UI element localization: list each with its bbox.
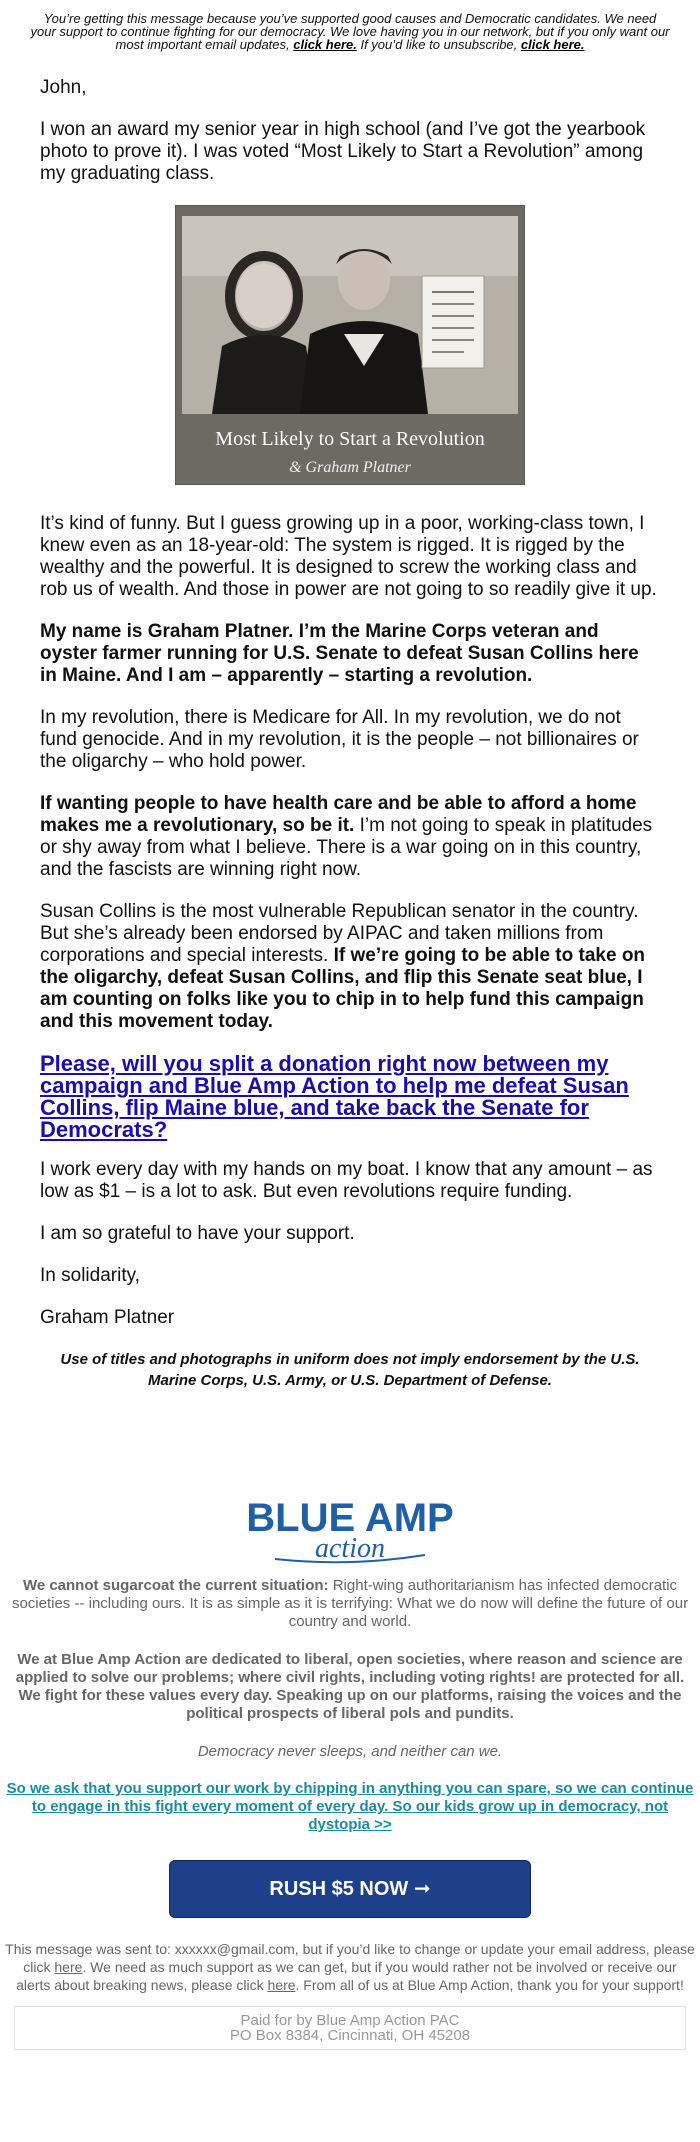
donation-cta-link[interactable]: Please, will you split a donation right now between my campaign and Blue Amp Action to help me defeat Susan Collins, flip Maine blue, and take back the Senate for Democrats? <box>40 1051 629 1142</box>
email-notice-a: This message was sent to: xxxxxx@gmail.com, but if you’d like to change or update your email address, please click <box>5 1941 695 1975</box>
paragraph-rigged: It’s kind of funny. But I guess growing up in a poor, working-class town, I knew even as an 18-year-old: The system is rigged. It is rigged by the wealthy and the powerful. It is designed to screw the working class and rob us of wealth. And those in power are not going to so readily give it up. <box>40 513 657 600</box>
footer-support-link[interactable]: So we ask that you support our work by chipping in anything you can spare, so we can continue to engage in this fight every moment of every day. So our kids grow up in democracy, not dystopia >> <box>6 1780 694 1833</box>
photo-illustration-icon <box>182 216 518 414</box>
rush-donate-button[interactable]: RUSH $5 NOW ➞ <box>169 1860 531 1918</box>
email-notice-b: . We need as much support as we can get, but if you would rather not be involved or receive our alerts about breaking news, please click <box>16 1959 677 1993</box>
logo-bottom-text: action <box>315 1533 385 1564</box>
paid-for-line: Paid for by Blue Amp Action PAC <box>240 2012 460 2029</box>
paid-for-box <box>14 2006 686 2050</box>
photo-caption-title: Most Likely to Start a Revolution <box>215 428 485 450</box>
situation-bold: We cannot sugarcoat the current situation: <box>22 1577 329 1594</box>
paragraph-revolution: In my revolution, there is Medicare for All. In my revolution, we do not fund genocide. And in my revolution, it is the people – not billionaires or the oligarchy – who hold power. <box>40 707 639 772</box>
top-notice-text: You’re getting this message because you’ve supported good causes and Democratic candidates. We need your support to continue fighting for our democracy. We love having you in our network, but if you only want our most important email updates, <box>30 11 670 52</box>
footer-situation <box>5 1577 695 1631</box>
email-preferences-link[interactable]: click here. <box>293 37 357 52</box>
blue-amp-logo-icon <box>235 1495 465 1565</box>
situation-rest: Right-wing authoritarianism has infected democratic societies -- including ours. It is as simple as it is terrifying: What we do now will define the future of our country and world. <box>11 1577 689 1630</box>
paid-address-line: PO Box 8384, Cincinnati, OH 45208 <box>229 2027 471 2044</box>
collins-normal: Susan Collins is the most vulnerable Republican senator in the country. But she’s already been endorsed by AIPAC and taken millions from corporations and special interests. <box>40 901 639 966</box>
footer-mission: We at Blue Amp Action are dedicated to liberal, open societies, where reason and science are applied to solve our problems; where civil rights, including voting rights! are protected for all. We fight for these values every day. Speaking up on our platforms, raising the voices and the political prospects of liberal pols and pundits. <box>15 1651 685 1722</box>
paragraph-grateful: I am so grateful to have your support. <box>40 1223 355 1244</box>
paragraph-revolutionary <box>40 793 660 881</box>
revolutionary-bold: If wanting people to have health care and be able to afford a home makes me a revolutionary, so be it. <box>40 793 637 836</box>
yearbook-photo-container <box>40 205 660 491</box>
paragraph-funding: I work every day with my hands on my boat. I know that any amount – as low as $1 – is a lot to ask. But even revolutions require funding. <box>40 1159 653 1202</box>
collins-bold: If we’re going to be able to take on the oligarchy, defeat Susan Collins, and flip this Senate seat blue, I am counting on folks like you to chip in to help fund this campaign and this movement today. <box>40 945 646 1032</box>
top-notice <box>30 12 670 51</box>
yearbook-photo <box>175 205 525 485</box>
yearbook-photo-image <box>182 216 518 414</box>
top-notice-middle: If you’d like to unsubscribe, <box>356 37 521 52</box>
paragraph-collins <box>40 901 660 1033</box>
opt-out-link[interactable]: here <box>267 1977 296 1993</box>
letter-body <box>40 51 660 1391</box>
blue-amp-logo <box>235 1495 465 1565</box>
logo-top-text: BLUE AMP <box>246 1496 454 1540</box>
signature: Graham Platner <box>40 1307 175 1328</box>
closing: In solidarity, <box>40 1265 140 1286</box>
footer-democracy-tagline: Democracy never sleeps, and neither can we. <box>197 1743 503 1760</box>
uniform-disclaimer: Use of titles and photographs in uniform does not imply endorsement by the U.S. Marine Corps, U.S. Army, or U.S. Department of Defense. <box>60 1351 640 1389</box>
footer-email-notice <box>5 1940 695 1994</box>
unsubscribe-link[interactable]: click here. <box>520 37 585 52</box>
paragraph-introduction: My name is Graham Platner. I’m the Marine Corps veteran and oyster farmer running for U.S. Senate to defeat Susan Collins here in Maine. And I am – apparently – starting a revolution. <box>40 621 639 686</box>
paragraph-award: I won an award my senior year in high school (and I’ve got the yearbook photo to prove it). I was voted “Most Likely to Start a Revolution” among my graduating class. <box>40 119 646 184</box>
update-email-link[interactable]: here <box>54 1959 83 1975</box>
photo-caption-names: & Graham Platner <box>289 459 411 476</box>
email-notice-c: . From all of us at Blue Amp Action, thank you for your support! <box>295 1977 684 1993</box>
greeting: John, <box>40 77 87 98</box>
revolutionary-rest: I’m not going to speak in platitudes or shy away from what I believe. There is a war going on in this country, and the fascists are winning right now. <box>40 815 653 880</box>
footer <box>0 1495 700 2050</box>
